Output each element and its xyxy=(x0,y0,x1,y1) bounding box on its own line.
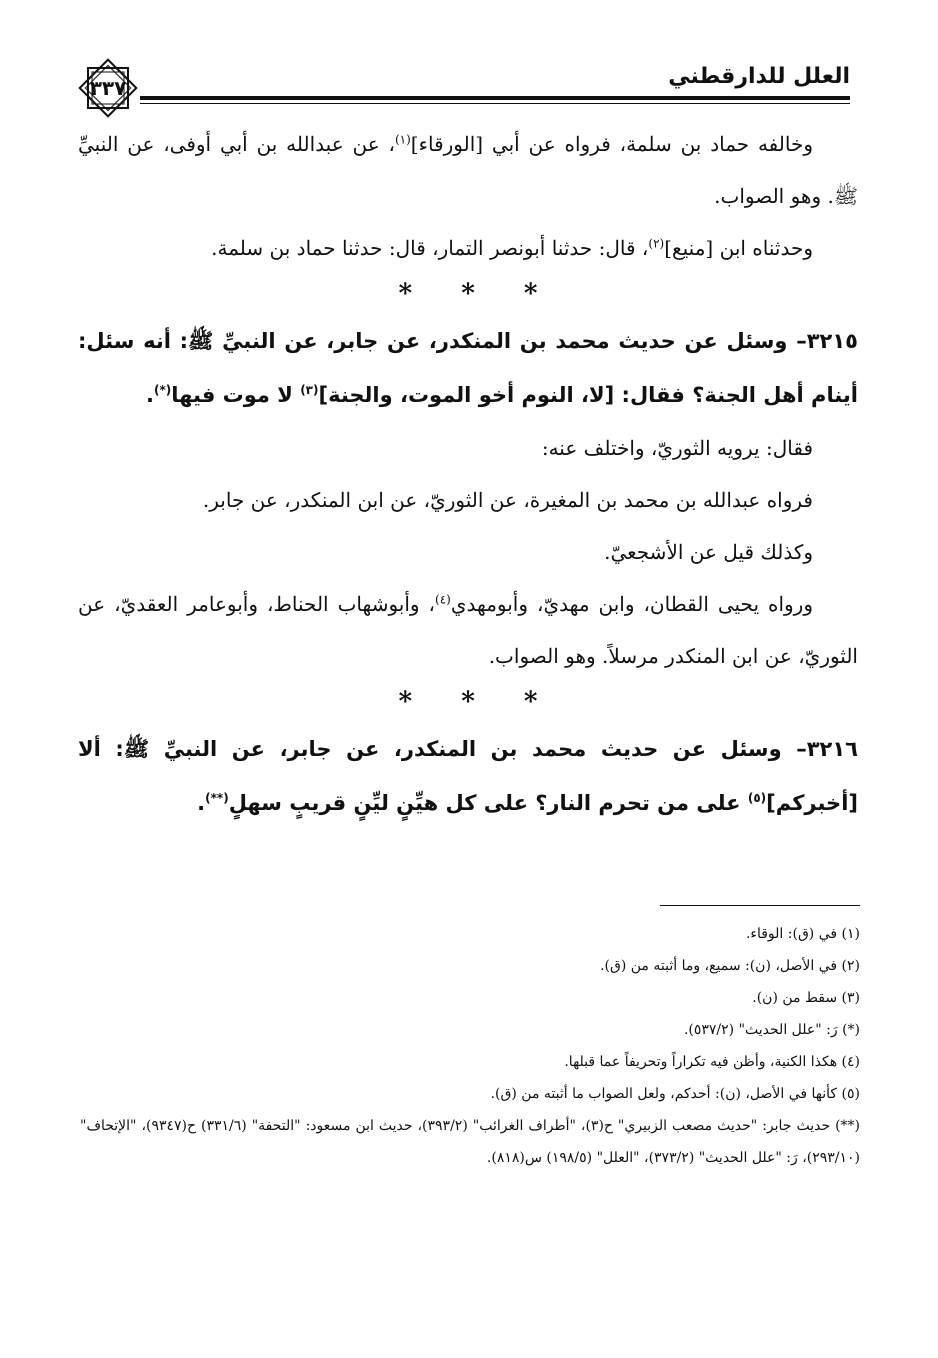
paragraph xyxy=(78,118,858,222)
paragraph: فقال: يرويه الثوريّ، واختلف عنه: xyxy=(541,436,813,460)
footnote-ref: (**) xyxy=(205,791,229,805)
footnote: (٢) في الأصل، (ن): سميع، وما أثبته من (ق). xyxy=(600,958,860,974)
paragraph-text: ، قال: حدثنا أبونصر التمار، قال: حدثنا حماد بن سلمة. xyxy=(211,236,649,260)
footnote-divider xyxy=(660,905,860,906)
footnote: (٥) كأنها في الأصل، (ن): أحدكم، ولعل الصواب ما أثبته من (ق). xyxy=(490,1086,860,1102)
paragraph-text: وحدثناه ابن [منيع] xyxy=(664,236,813,260)
footnote: (١) في (ق): الوقاء. xyxy=(745,926,860,942)
section-separator: * * * xyxy=(398,279,538,309)
paragraph xyxy=(78,222,858,274)
book-title: العلل للدارقطني xyxy=(668,64,850,89)
section-separator: * * * xyxy=(398,687,538,717)
paragraph: وكذلك قيل عن الأشجعيّ. xyxy=(604,540,813,564)
paragraph-text: ورواه يحيى القطان، وابن مهديّ، وأبومهدي xyxy=(450,592,813,616)
question-text: . xyxy=(146,383,155,407)
question-text: لا موت فيها xyxy=(171,383,301,407)
footnote: (*) رَ: "علل الحديث" (٥٣٧/٢). xyxy=(683,1022,860,1038)
question-text: . xyxy=(197,791,206,815)
question-3215 xyxy=(78,314,858,422)
question-text: على من تحرم النار؟ على كل هيِّنٍ ليِّنٍ قريبٍ سهلٍ xyxy=(228,791,748,815)
footnote-ref: (٥) xyxy=(747,791,767,805)
paragraph xyxy=(78,578,858,682)
page-header xyxy=(70,44,860,114)
footnote-ref: (٢) xyxy=(648,236,665,251)
question-text: ٣٢١٦– وسئل عن حديث محمد بن المنكدر، عن جابر، عن النبيِّ ﷺ: ألا [أخبركم] xyxy=(78,737,858,815)
footnote: (**) حديث جابر: "حديث مصعب الزبيري" ح(٣)، "أطراف الغرائب" (٣٩٣/٢)، حديث ابن مسعود: "التحفة" (٣٣١/٦) ح(٩٣٤٧)، "الإتحاف" (٢٩٣/١٠)، رَ: "علل الحديث" (٣٧٣/٢)، "العلل" (١٩٨/٥) س(٨١٨). xyxy=(80,1118,860,1166)
footnote-ref: (*) xyxy=(154,383,172,397)
paragraph: فرواه عبدالله بن محمد بن المغيرة، عن الثوريّ، عن ابن المنكدر، عن جابر. xyxy=(202,488,813,512)
footnote-ref: (٣) xyxy=(300,383,319,397)
header-rule-thin xyxy=(140,103,850,104)
question-text: ٣٢١٥– وسئل عن حديث محمد بن المنكدر، عن جابر، عن النبيِّ ﷺ: أنه سئل: أينام أهل الجنة؟ فقال: [لا، النوم أخو الموت، والجنة] xyxy=(78,329,858,407)
footnote: (٣) سقط من (ن). xyxy=(752,990,860,1006)
paragraph-text: ، عن عبدالله بن أبي أوفى، عن النبيِّ ﷺ. وهو الصواب. xyxy=(78,132,858,208)
footnote-ref: (٤) xyxy=(435,592,451,607)
footnotes xyxy=(80,918,860,1174)
paragraph-text: وخالفه حماد بن سلمة، فرواه عن أبي [الورقاء] xyxy=(410,132,814,156)
header-rule-thick xyxy=(140,96,850,100)
footnote-ref: (١) xyxy=(394,132,411,147)
page-number: ٣٣٧ xyxy=(89,76,127,100)
footnote: (٤) هكذا الكنية، وأظن فيه تكراراً وتحريفاً عما قبلها. xyxy=(564,1054,860,1070)
page-number-badge xyxy=(74,54,142,122)
question-3216 xyxy=(78,722,858,830)
main-text xyxy=(78,118,858,830)
paragraph-text: ، وأبوشهاب الحناط، وأبوعامر العقديّ، عن الثوريّ، عن ابن المنكدر مرسلاً. وهو الصواب. xyxy=(78,592,858,668)
